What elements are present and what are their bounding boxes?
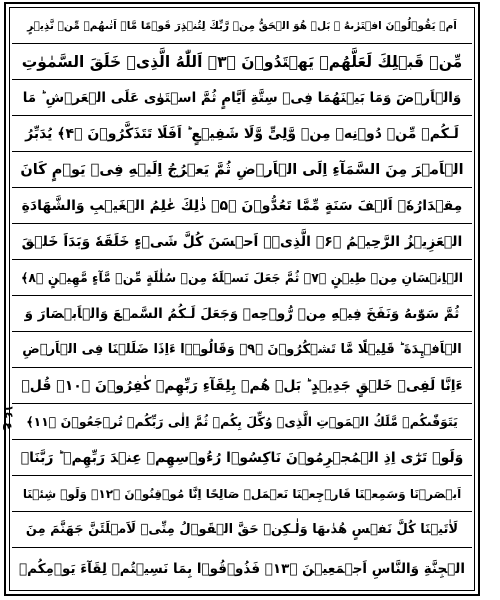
line-text: الۡجِنَّةِ وَالنَّاسِ اَجۡمَعِيۡنَ ﴿۱۳﴾ فَذُوۡقُوۡا بِمَا نَسِيۡتُمۡ لِقَآءَ يَوۡمِكُمۡ xyxy=(19,561,465,577)
text-line xyxy=(12,224,472,260)
line-text: الۡاَفۡـِٕدَةَ ؕ قَلِيۡلًا مَّا تَشۡكُرُوۡنَ ﴿۹﴾ وَقَالُوۡۤا ءَاِذَا ضَلَلۡنَا فِى الۡاَرۡضِ xyxy=(22,342,462,357)
line-text: وَالۡاَرۡضَ وَمَا بَيۡنَهُمَا فِىۡ سِتَّةِ اَيَّامٍ ثُمَّ اسۡتَوٰى عَلَى الۡعَرۡشِ ؕ مَا xyxy=(22,89,462,106)
text-line xyxy=(12,404,472,440)
text-line xyxy=(12,476,472,512)
text-line xyxy=(12,260,472,296)
line-text: الۡاِنۡسَانِ مِنۡ طِيۡنٍ ﴿۷﴾ ثُمَّ جَعَلَ نَسۡلَهٗ مِنۡ سُلٰلَةٍ مِّنۡ مَّآءٍ مَّهِيۡنٍ ﴿۸﴾ xyxy=(21,270,463,285)
line-text: الۡعَزِيۡزُ الرَّحِيۡمُ ﴿۶﴾ الَّذِىۡۤ اَحۡسَنَ كُلَّ شَىۡءٍ خَلَقَهٗ وَبَدَاَ خَلۡقَ xyxy=(21,233,463,250)
line-text: مِّنۡ قَبۡلِكَ لَعَلَّهُمۡ يَهۡتَدُوۡنَ ﴿۳﴾ اَللّٰهُ الَّذِىۡ خَلَقَ السَّمٰوٰتِ xyxy=(21,52,463,71)
line-text: لَاٰتَيۡنَا كُلَّ نَفۡسٍ هُدٰٮهَا وَلٰـكِنۡ حَقَّ الۡقَوۡلُ مِنِّىۡ لَاَمۡلَئَنَّ جَهَنَّمَ مِنَ xyxy=(25,522,459,537)
text-line xyxy=(12,440,472,476)
line-text: مِقۡدَارُهٗۤ اَلۡفَ سَنَةٍ مِّمَّا تَعُدُّوۡنَ ﴿۵﴾ ذٰلِكَ عٰلِمُ الۡغَيۡبِ وَالشَّهَادَةِ xyxy=(21,197,463,214)
line-text: اَبۡصَرۡنَا وَسَمِعۡنَا فَارۡجِعۡنَا نَعۡمَلۡ صَالِحًا اِنَّا مُوۡقِنُوۡنَ ﴿۱۲﴾ وَلَوۡ شِئۡنَا xyxy=(22,486,462,501)
text-line xyxy=(12,512,472,548)
text-lines xyxy=(12,8,472,590)
text-line xyxy=(12,44,472,80)
line-text: اَمۡ يَقُوۡلُوۡنَ افۡتَرٰىهُ ۚ بَلۡ هُوَ الۡحَقُّ مِنۡ رَّبِّكَ لِتُنۡذِرَ قَوۡمًا مَّاۤ اَتٰٮهُمۡ مِّنۡ نَّذِيۡرٍ xyxy=(27,19,457,32)
text-line xyxy=(12,332,472,368)
text-line xyxy=(12,548,472,590)
line-text: الۡاَمۡرَ مِنَ السَّمَآءِ اِلَى الۡاَرۡضِ ثُمَّ يَعۡرُجُ اِلَيۡهِ فِىۡ يَوۡمٍ كَانَ xyxy=(20,161,464,178)
text-line xyxy=(12,368,472,404)
line-text: ثُمَّ سَوّٰٮهُ وَنَفَخَ فِيۡهِ مِنۡ رُّوۡحِهٖ وَجَعَلَ لَـكُمُ السَّمۡعَ وَالۡاَبۡصَارَ وَ xyxy=(24,305,460,322)
text-line xyxy=(12,8,472,44)
text-line xyxy=(12,80,472,116)
text-line xyxy=(12,296,472,332)
line-text: يَتَوَفّٰٮكُمۡ مَّلَكُ الۡمَوۡتِ الَّذِىۡ وُكِّلَ بِكُمۡ ثُمَّ اِلٰى رَبِّكُمۡ تُرۡجَعُوۡنَ ﴿۱۱﴾ xyxy=(26,414,458,429)
line-text: لَـكُمۡ مِّنۡ دُوۡنِهٖ مِنۡ وَّلِىٍّ وَّلَا شَفِيۡعٍ ؕ اَفَلَا تَتَذَكَّرُوۡنَ ﴿۴﴾ يُدَبِّرُ xyxy=(25,125,459,142)
ruku-margin-mark: ع ١٤ xyxy=(2,404,16,430)
text-line xyxy=(12,188,472,224)
text-line xyxy=(12,116,472,152)
text-line xyxy=(12,152,472,188)
line-text: ءَاِنَّا لَفِىۡ خَلۡقٍ جَدِيۡدٍ ؕ بَلۡ هُمۡ بِلِقَآءِ رَبِّهِمۡ كٰفِرُوۡنَ ﴿۱۰﴾ قُلۡ xyxy=(21,377,463,394)
line-text: وَلَوۡ تَرٰٓى اِذِ الۡمُجۡرِمُوۡنَ نَاكِسُوۡا رُءُوۡسِهِمۡ عِنۡدَ رَبِّهِمۡ ؕ رَبَّنَاۤ xyxy=(20,449,464,466)
